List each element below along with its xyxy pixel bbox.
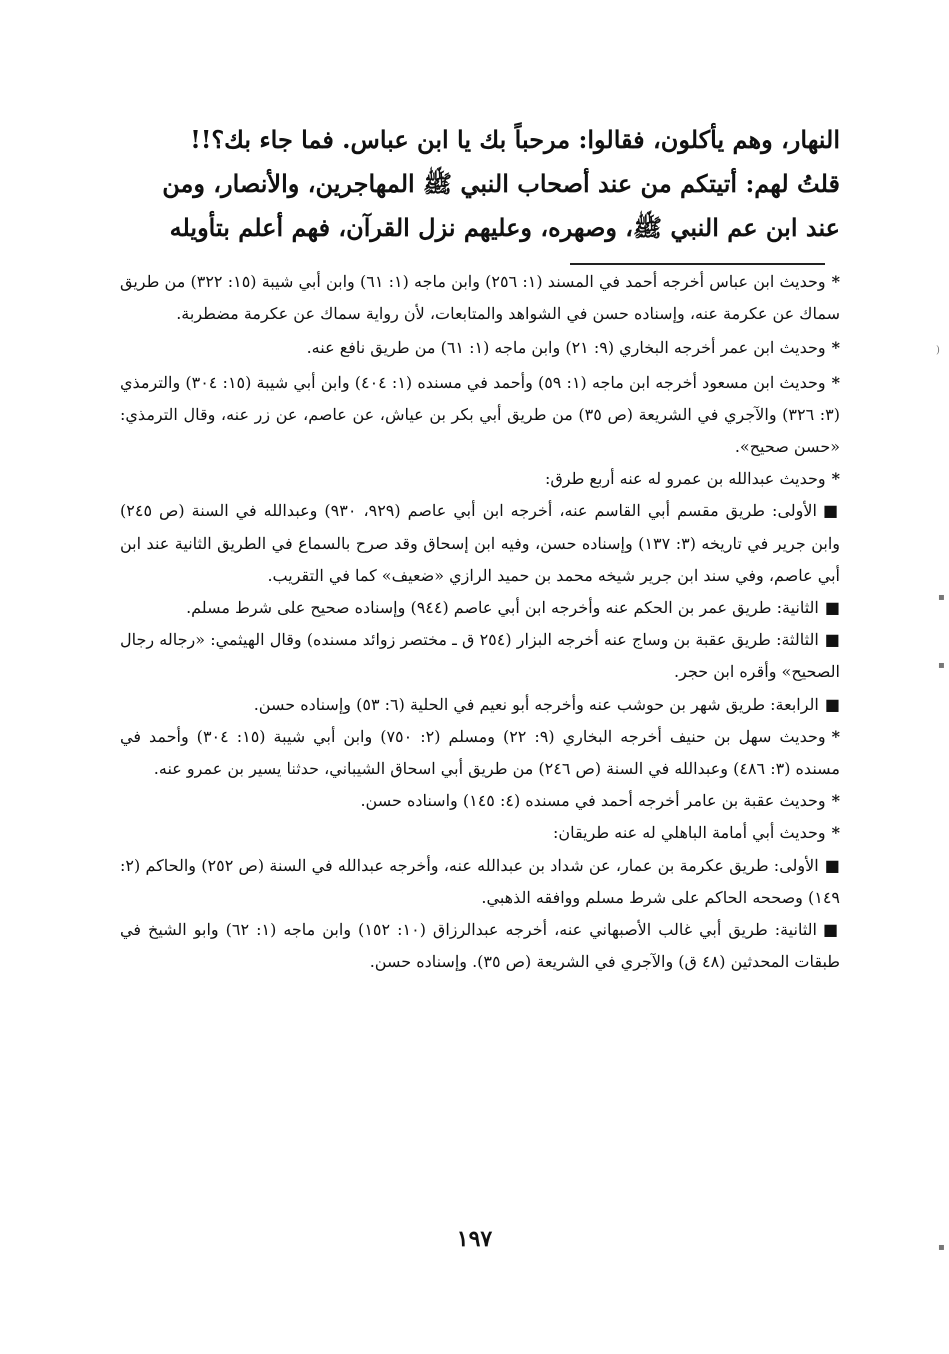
scan-mark: )	[936, 345, 940, 356]
footnote-text: الثالثة: طريق عقبة بن وساج عنه أخرجه البزار (٢٥٤ ق ـ مختصر زوائد مسنده) وقال الهيثمي: «رجاله رجال الصحيح» وأقره ابن حجر.	[120, 630, 840, 682]
footnote	[120, 785, 840, 817]
footnote-marker: *	[831, 469, 840, 489]
footnote-text: الأولى: طريق مقسم أبي القاسم عنه، أخرجه ابن أبي عاصم (٩٢٩، ٩٣٠) وعبدالله في السنة (ص ٢٤٥) وابن جرير في تاريخه (٣: ١٣٧) وإسناده حسن، وفيه ابن إسحاق وقد صرح بالسماع في الطريق الثانية عند ابن أبي عاصم، وفي سند ابن جرير شيخه محمد بن حميد الرازي «ضعيف» كما في التقريب.	[120, 501, 841, 585]
footnote-marker: ■	[822, 920, 841, 940]
footnote	[120, 914, 840, 978]
footnote	[120, 850, 840, 914]
footnote-marker: ■	[824, 598, 840, 618]
footnote	[120, 266, 840, 330]
footnote	[120, 817, 840, 849]
footnote-text: وحديث عقبة بن عامر أخرجه أحمد في مسنده (٤: ١٤٥) واسناده حسن.	[360, 791, 826, 811]
footnotes-section	[120, 266, 840, 978]
footnote-marker: *	[831, 791, 840, 811]
scan-mark: ▪	[938, 592, 945, 603]
main-body-text	[120, 118, 840, 250]
scan-mark: ▪	[938, 1242, 945, 1253]
main-text-line: النهار، وهم يأكلون، فقالوا: مرحباً بك يا ابن عباس. فما جاء بك؟!!	[190, 125, 840, 154]
footnote	[120, 592, 840, 624]
footnote-text: الثانية: طريق أبي غالب الأصبهاني عنه، أخرجه عبدالرزاق (١٠: ١٥٢) وابن ماجه (١: ٦٢) وابو الشيخ في طبقات المحدثين (٤٨ ق) والآجري في الشريعة (ص ٣٥). وإسناده حسن.	[120, 920, 840, 972]
scan-mark: ▪	[938, 660, 945, 671]
footnote-marker: ■	[824, 630, 840, 650]
footnote	[120, 721, 840, 785]
footnote	[120, 495, 840, 592]
footnote-marker: ■	[824, 855, 841, 875]
footnote-marker: *	[831, 726, 841, 746]
footnote-text: وحديث ابن عمر أخرجه البخاري (٩: ٢١) وابن ماجه (١: ٦١) من طريق نافع عنه.	[306, 338, 826, 358]
footnote-marker: *	[831, 823, 840, 843]
footnote-text: وحديث ابن مسعود أخرجه ابن ماجه (١: ٥٩) وأحمد في مسنده (١: ٤٠٤) وابن أبي شيبة (١٥: ٣٠٤) والترمذي (٣: ٣٢٦) والآجري في الشريعة (ص ٣٥) من طريق أبي بكر بن عياش، عن عاصم، عن زر عنه، وقال الترمذي: «حسن صحيح».	[120, 372, 841, 457]
footnote	[120, 367, 840, 464]
footnote-marker: *	[831, 372, 840, 392]
footnote	[120, 332, 840, 364]
footnote-text: الثانية: طريق عمر بن الحكم عنه وأخرجه ابن أبي عاصم (٩٤٤) وإسناده صحيح على شرط مسلم.	[186, 598, 819, 618]
footnote-text: وحديث أبي أمامة الباهلي له عنه طريقان:	[553, 823, 826, 843]
footnote	[120, 624, 840, 688]
main-text-line: عند ابن عم النبي ﷺ، وصهره، وعليهم نزل القرآن، فهم أعلم بتأويله	[169, 213, 840, 242]
footnote	[120, 463, 840, 495]
footnote-marker: ■	[822, 501, 841, 521]
footnote-text: وحديث ابن عباس أخرجه أحمد في المسند (١: ٢٥٦) وابن ماجه (١: ٦١) وابن أبي شيبة (١٥: ٣٢٢) من طريق سماك عن عكرمة عنه، وإسناده حسن في الشواهد والمتابعات، لأن رواية سماك عن عكرمة مضطربة.	[120, 272, 840, 324]
footnote-marker: *	[831, 338, 840, 358]
footnote-marker: ■	[824, 694, 840, 714]
footnote-marker: *	[831, 272, 841, 291]
footnote-text: الرابعة: طريق شهر بن حوشب عنه وأخرجه أبو نعيم في الحلية (٦: ٥٣) وإسناده حسن.	[253, 694, 819, 714]
main-text-line: قلتُ لهم: أتيتكم من عند أصحاب النبي ﷺ المهاجرين، والأنصار، ومن	[162, 169, 840, 198]
footnote-text: وحديث سهل بن حنيف أخرجه البخاري (٩: ٢٢) ومسلم (٢: ٧٥٠) وابن أبي شيبة (١٥: ٣٠٤) وأحمد في مسنده (٣: ٤٨٦) وعبدالله في السنة (ص ٢٤٦) من طريق أبي اسحاق الشيباني، حدثنا يسير بن عمرو عنه.	[120, 726, 840, 779]
footnote	[120, 689, 840, 721]
footnote-text: الأولى: طريق عكرمة بن عمار، عن شداد بن عبدالله عنه، وأخرجه عبدالله في السنة (ص ٢٥٢) والحاكم (٢: ١٤٩) وصححه الحاكم على شرط مسلم ووافقه الذهبي.	[120, 855, 840, 907]
footnote-text: وحديث عبدالله بن عمرو له عنه أربع طرق:	[544, 469, 826, 489]
page-number: ١٩٧	[456, 1226, 493, 1252]
footnote-separator	[570, 263, 825, 265]
